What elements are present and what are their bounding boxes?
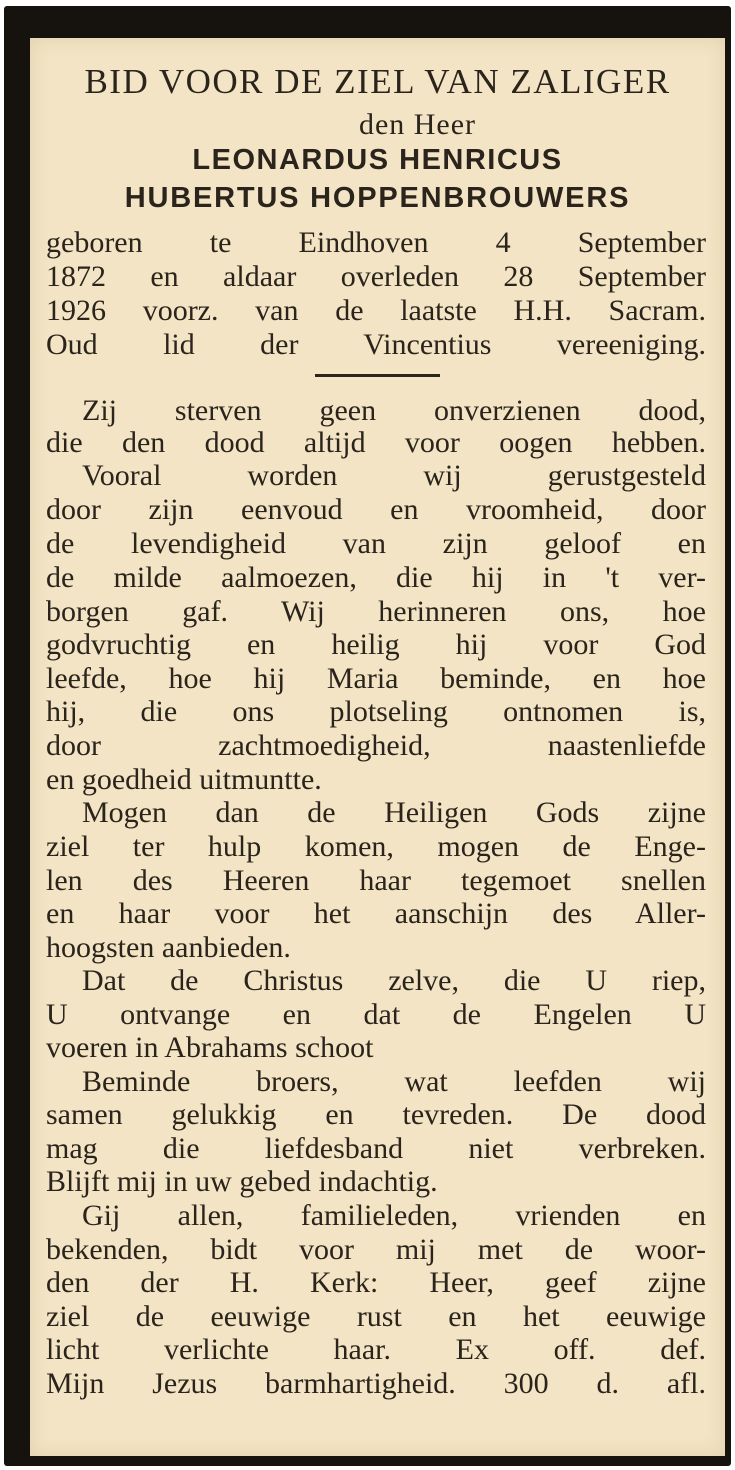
memorial-card — [4, 6, 731, 1466]
body-line: die den dood altijd voor oogen hebben. — [46, 426, 706, 459]
body-line: door zijn eenvoud en vroomheid, door — [46, 493, 706, 526]
body-line: den der H. Kerk: Heer, geef zijne — [46, 1266, 706, 1299]
body-line: bekenden, bidt voor mij met de woor- — [46, 1233, 706, 1266]
bio-line: Oud lid der Vincentius vereeniging. — [46, 328, 706, 361]
body-line: ziel ter hulp komen, mogen de Enge- — [46, 830, 706, 863]
divider — [315, 374, 440, 377]
body-line: en haar voor het aanschijn des Aller- — [46, 897, 706, 930]
body-line: de milde aalmoezen, die hij in 't ver- — [46, 561, 706, 594]
body-line: Blijft mij in uw gebed indachtig. — [46, 1165, 438, 1198]
honorific: den Heer — [358, 108, 477, 141]
bio-line: 1926 voorz. van de laatste H.H. Sacram. — [46, 294, 706, 327]
body-line: Vooral worden wij gerustgesteld — [82, 459, 706, 492]
body-line: Beminde broers, wat leefden wij — [82, 1065, 706, 1098]
card-heading: BID VOOR DE ZIEL VAN ZALIGER — [84, 62, 671, 101]
name-line-1: LEONARDUS HENRICUS — [192, 144, 563, 176]
body-line: leefde, hoe hij Maria beminde, en hoe — [46, 662, 706, 695]
body-line: borgen gaf. Wij herinneren ons, hoe — [46, 595, 706, 628]
body-line: licht verlichte haar. Ex off. def. — [46, 1333, 706, 1366]
body-line: U ontvange en dat de Engelen U — [46, 998, 706, 1031]
body-line: voeren in Abrahams schoot — [46, 1031, 374, 1064]
body-line: en goedheid uitmuntte. — [46, 763, 322, 796]
body-line: hoogsten aanbieden. — [46, 931, 291, 964]
body-line: Mijn Jezus barmhartigheid. 300 d. afl. — [46, 1367, 706, 1400]
body-line: Zij sterven geen onverzienen dood, — [82, 394, 706, 427]
body-line: hij, die ons plotseling ontnomen is, — [46, 695, 706, 728]
body-line: Dat de Christus zelve, die U riep, — [82, 964, 706, 997]
body-line: ziel de eeuwige rust en het eeuwige — [46, 1300, 706, 1333]
body-line: Mogen dan de Heiligen Gods zijne — [82, 796, 706, 829]
body-line: len des Heeren haar tegemoet snellen — [46, 864, 706, 897]
body-line: door zachtmoedigheid, naastenliefde — [46, 729, 706, 762]
bio-line: 1872 en aldaar overleden 28 September — [46, 260, 706, 293]
bio-line: geboren te Eindhoven 4 September — [46, 226, 706, 259]
name-line-2: HUBERTUS HOPPENBROUWERS — [124, 182, 631, 214]
body-line: mag die liefdesband niet verbreken. — [46, 1132, 706, 1165]
body-line: samen gelukkig en tevreden. De dood — [46, 1098, 706, 1131]
body-line: Gij allen, familieleden, vrienden en — [82, 1199, 706, 1232]
body-line: godvruchtig en heilig hij voor God — [46, 628, 706, 661]
card-paper — [30, 38, 725, 1456]
body-line: de levendigheid van zijn geloof en — [46, 527, 706, 560]
